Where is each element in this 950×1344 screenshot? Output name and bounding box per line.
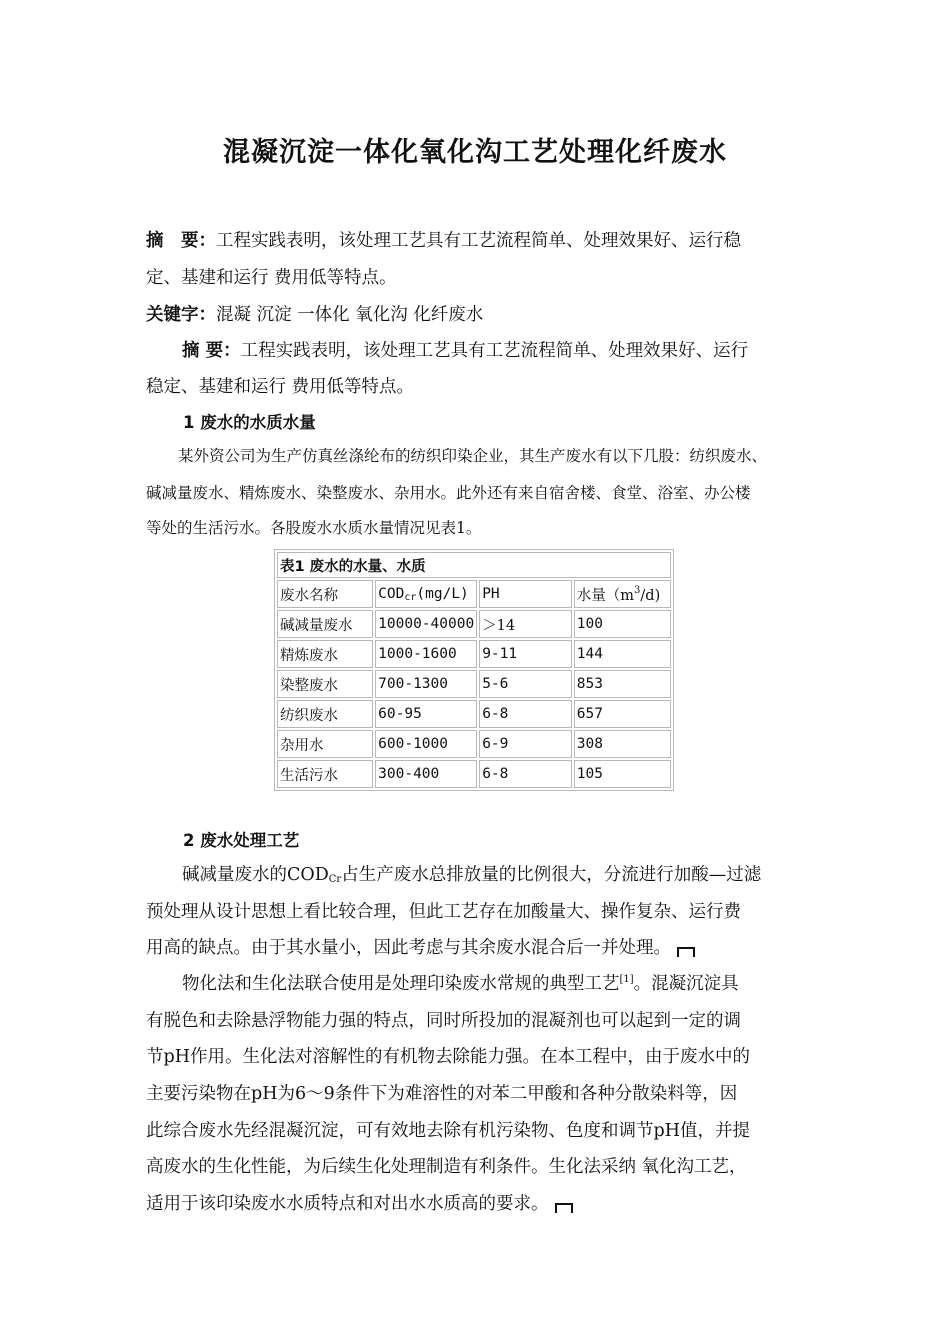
header-cod-unit: (mg/L) <box>416 585 469 602</box>
abstract2-text-1: 工程实践表明，该处理工艺具有工艺流程简单、处理效果好、运行 <box>240 341 749 361</box>
header-cod-sub: cr <box>404 591 417 603</box>
table-row <box>277 760 671 788</box>
cell-name: 生活污水 <box>277 760 373 788</box>
section2-heading: 2 废水处理工艺 <box>183 831 300 850</box>
document-title: 混凝沉淀一体化氧化沟工艺处理化纤废水 <box>223 137 727 168</box>
section1-line-2: 碱减量废水、精炼废水、染整废水、杂用水。此外还有来自宿舍楼、食堂、浴室、办公楼 <box>146 484 751 502</box>
paragraph-mark-icon <box>555 1203 573 1213</box>
cell-name: 精炼废水 <box>277 640 373 668</box>
section2-p2-line-2: 有脱色和去除悬浮物能力强的特点，同时所投加的混凝剂也可以起到一定的调 <box>146 1011 741 1031</box>
header-flow <box>574 580 671 608</box>
cell-ph: 6-8 <box>479 760 572 788</box>
p2-line7-text: 适用于该印染废水水质特点和对出水水质高的要求。 <box>146 1194 549 1214</box>
cell-flow: 853 <box>574 670 671 698</box>
table-caption-row <box>277 552 671 578</box>
cell-cod: 600-1000 <box>375 730 477 758</box>
cell-ph: ＞14 <box>479 610 572 638</box>
cell-flow: 308 <box>574 730 671 758</box>
p2-line1-ref: [1] <box>619 974 634 985</box>
abstract-line-2: 定、基建和运行 费用低等特点。 <box>146 268 397 288</box>
table-header-row <box>277 580 671 608</box>
abstract2-label: 摘 要： <box>182 341 241 361</box>
cell-ph: 6-9 <box>479 730 572 758</box>
table-row <box>277 640 671 668</box>
p1-line1-b: 占生产废水总排放量的比例很大，分流进行加酸—过滤 <box>341 865 762 885</box>
section2-p2-line-4: 主要污染物在pH为6～9条件下为难溶性的对苯二甲酸和各种分散染料等，因 <box>146 1084 738 1104</box>
cell-flow: 105 <box>574 760 671 788</box>
header-cod <box>375 580 477 608</box>
cell-flow: 144 <box>574 640 671 668</box>
header-name: 废水名称 <box>277 580 373 608</box>
table-row <box>277 730 671 758</box>
cell-ph: 5-6 <box>479 670 572 698</box>
table-row <box>277 610 671 638</box>
cell-name: 染整废水 <box>277 670 373 698</box>
header-ph: PH <box>479 580 572 608</box>
p1-line1-a: 碱减量废水的COD <box>182 865 329 885</box>
abstract-label: 摘 要： <box>146 231 216 251</box>
section2-p2-line-1 <box>182 970 739 995</box>
section2-p2-line-7 <box>146 1190 573 1215</box>
cell-ph: 9-11 <box>479 640 572 668</box>
section2-p1-line-1 <box>182 861 761 886</box>
header-flow-main: 水量（m <box>576 587 635 604</box>
keywords-text: 混凝 沉淀 一体化 氧化沟 化纤废水 <box>216 305 484 325</box>
section2-p2-line-6: 高废水的生化性能，为后续生化处理制造有利条件。生化法采纳 氧化沟工艺， <box>146 1157 747 1177</box>
section2-p1-line-2: 预处理从设计思想上看比较合理，但此工艺存在加酸量大、操作复杂、运行费 <box>146 902 741 922</box>
cell-name: 杂用水 <box>277 730 373 758</box>
header-flow-unit: /d) <box>640 587 661 604</box>
cell-cod: 60-95 <box>375 700 477 728</box>
section1-line-3: 等处的生活污水。各股废水水质水量情况见表1。 <box>146 519 482 537</box>
p2-line1-a: 物化法和生化法联合使用是处理印染废水常规的典型工艺 <box>182 974 620 994</box>
cell-name: 纺织废水 <box>277 700 373 728</box>
cell-cod: 10000-40000 <box>375 610 477 638</box>
abstract2-line-2: 稳定、基建和运行 费用低等特点。 <box>146 377 415 397</box>
table-row <box>277 670 671 698</box>
p1-line1-sub: Cr <box>328 874 342 885</box>
cell-name: 碱减量废水 <box>277 610 373 638</box>
section2-p2-line-5: 此综合废水先经混凝沉淀，可有效地去除有机污染物、色度和调节pH值，并提 <box>146 1121 750 1141</box>
cell-cod: 1000-1600 <box>375 640 477 668</box>
table-caption: 表1 废水的水量、水质 <box>277 552 671 578</box>
cell-ph: 6-8 <box>479 700 572 728</box>
abstract2-line-1 <box>182 337 748 362</box>
table-row <box>277 700 671 728</box>
header-cod-main: COD <box>378 585 405 602</box>
header-flow-sup: 3 <box>634 584 641 596</box>
cell-flow: 657 <box>574 700 671 728</box>
section1-heading: 1 废水的水质水量 <box>183 413 316 432</box>
cell-cod: 300-400 <box>375 760 477 788</box>
section2-p2-line-3: 节pH作用。生化法对溶解性的有机物去除能力强。在本工程中，由于废水中的 <box>146 1047 750 1067</box>
cell-flow: 100 <box>574 610 671 638</box>
keywords-label: 关键字： <box>146 305 216 325</box>
p1-line3-text: 用高的缺点。由于其水量小，因此考虑与其余废水混合后一并处理。 <box>146 938 671 958</box>
keywords-line <box>146 301 483 326</box>
water-quality-table <box>274 549 674 791</box>
section1-line-1: 某外资公司为生产仿真丝涤纶布的纺织印染企业，其生产废水有以下几股：纺织废水、 <box>178 447 768 465</box>
p2-line1-b: 。混凝沉淀具 <box>633 974 739 994</box>
abstract-line-1 <box>146 227 741 252</box>
section2-p1-line-3 <box>146 934 695 959</box>
cell-cod: 700-1300 <box>375 670 477 698</box>
abstract-text-1: 工程实践表明，该处理工艺具有工艺流程简单、处理效果好、运行稳 <box>216 231 741 251</box>
paragraph-mark-icon <box>677 947 695 957</box>
